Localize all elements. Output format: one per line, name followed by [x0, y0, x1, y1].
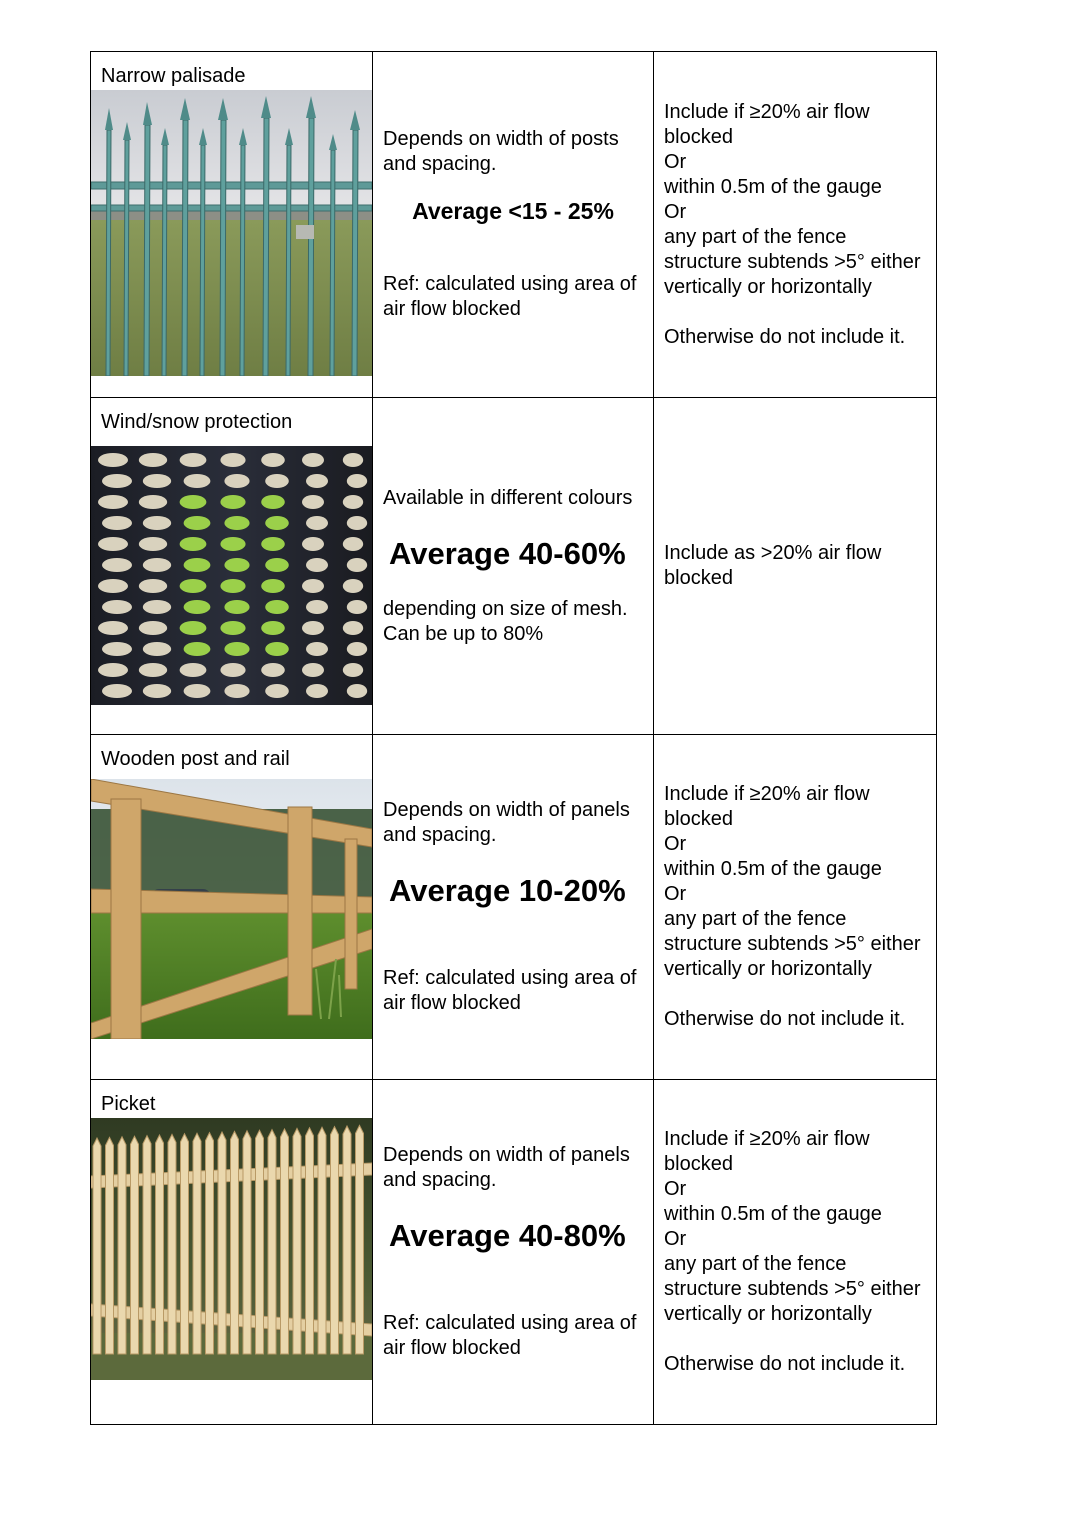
- rule-text: within 0.5m of the gauge: [664, 1203, 882, 1225]
- description-text: Depends on width of panels and spacing.: [383, 799, 630, 846]
- fence-type-cell: [91, 735, 373, 1080]
- rule-or: Or: [664, 200, 687, 223]
- description-text: Available in different colours: [383, 486, 633, 509]
- table-row: [91, 1080, 937, 1425]
- table-row: [91, 735, 937, 1080]
- description-note: depending on size of mesh. Can be up to 80%: [383, 597, 628, 645]
- picket-fence-photo: [91, 1118, 372, 1380]
- inclusion-rule-cell: [654, 398, 937, 735]
- fence-name: Narrow palisade: [101, 65, 246, 87]
- palisade-fence-photo: [91, 90, 372, 376]
- rule-text: any part of the fence structure subtends >5° either vertically or horizontally: [664, 225, 921, 298]
- reference-text: Ref: calculated using area of air flow blocked: [383, 1312, 637, 1359]
- inclusion-rule-cell: [654, 735, 937, 1080]
- reference-text: Ref: calculated using area of air flow blocked: [383, 273, 637, 320]
- average-value: Average <15 - 25%: [412, 198, 614, 224]
- fence-types-table: [90, 51, 937, 1425]
- table-row: [91, 52, 937, 398]
- rule-text: Include as >20% air flow blocked: [664, 542, 882, 589]
- post-rail-fence-photo: [91, 779, 372, 1039]
- table-row: [91, 398, 937, 735]
- rule-otherwise: Otherwise do not include it.: [664, 325, 906, 348]
- rule-text: within 0.5m of the gauge: [664, 858, 882, 880]
- rule-or: Or: [664, 1228, 687, 1250]
- rule-or: Or: [664, 833, 687, 855]
- inclusion-rule-cell: [654, 52, 937, 398]
- reference-text: Ref: calculated using area of air flow blocked: [383, 967, 637, 1014]
- mesh-fence-photo: [91, 446, 372, 705]
- rule-or: Or: [664, 150, 687, 173]
- rule-text: Include if ≥20% air flow blocked: [664, 100, 870, 148]
- average-value: Average 40-60%: [389, 535, 626, 571]
- description-text: Depends on width of posts and spacing.: [383, 128, 619, 175]
- fence-type-cell: [91, 52, 373, 398]
- description-cell: [373, 735, 654, 1080]
- fence-name: Picket: [101, 1093, 156, 1115]
- rule-text: any part of the fence structure subtends >5° either vertically or horizontally: [664, 908, 921, 980]
- description-cell: [373, 52, 654, 398]
- inclusion-rule-cell: [654, 1080, 937, 1425]
- rule-otherwise: Otherwise do not include it.: [664, 1008, 906, 1030]
- rule-text: Include if ≥20% air flow blocked: [664, 783, 870, 830]
- rule-or: Or: [664, 883, 687, 905]
- average-value: Average 40-80%: [389, 1218, 626, 1253]
- description-cell: [373, 1080, 654, 1425]
- description-cell: [373, 398, 654, 735]
- rule-text: within 0.5m of the gauge: [664, 175, 882, 198]
- rule-text: any part of the fence structure subtends >5° either vertically or horizontally: [664, 1253, 921, 1325]
- fence-type-cell: [91, 398, 373, 735]
- description-text: Depends on width of panels and spacing.: [383, 1144, 630, 1191]
- fence-name: Wooden post and rail: [101, 748, 290, 770]
- rule-or: Or: [664, 1178, 687, 1200]
- fence-type-cell: [91, 1080, 373, 1425]
- average-value: Average 10-20%: [389, 873, 626, 908]
- rule-text: Include if ≥20% air flow blocked: [664, 1128, 870, 1175]
- fence-name: Wind/snow protection: [101, 411, 293, 433]
- rule-otherwise: Otherwise do not include it.: [664, 1353, 906, 1375]
